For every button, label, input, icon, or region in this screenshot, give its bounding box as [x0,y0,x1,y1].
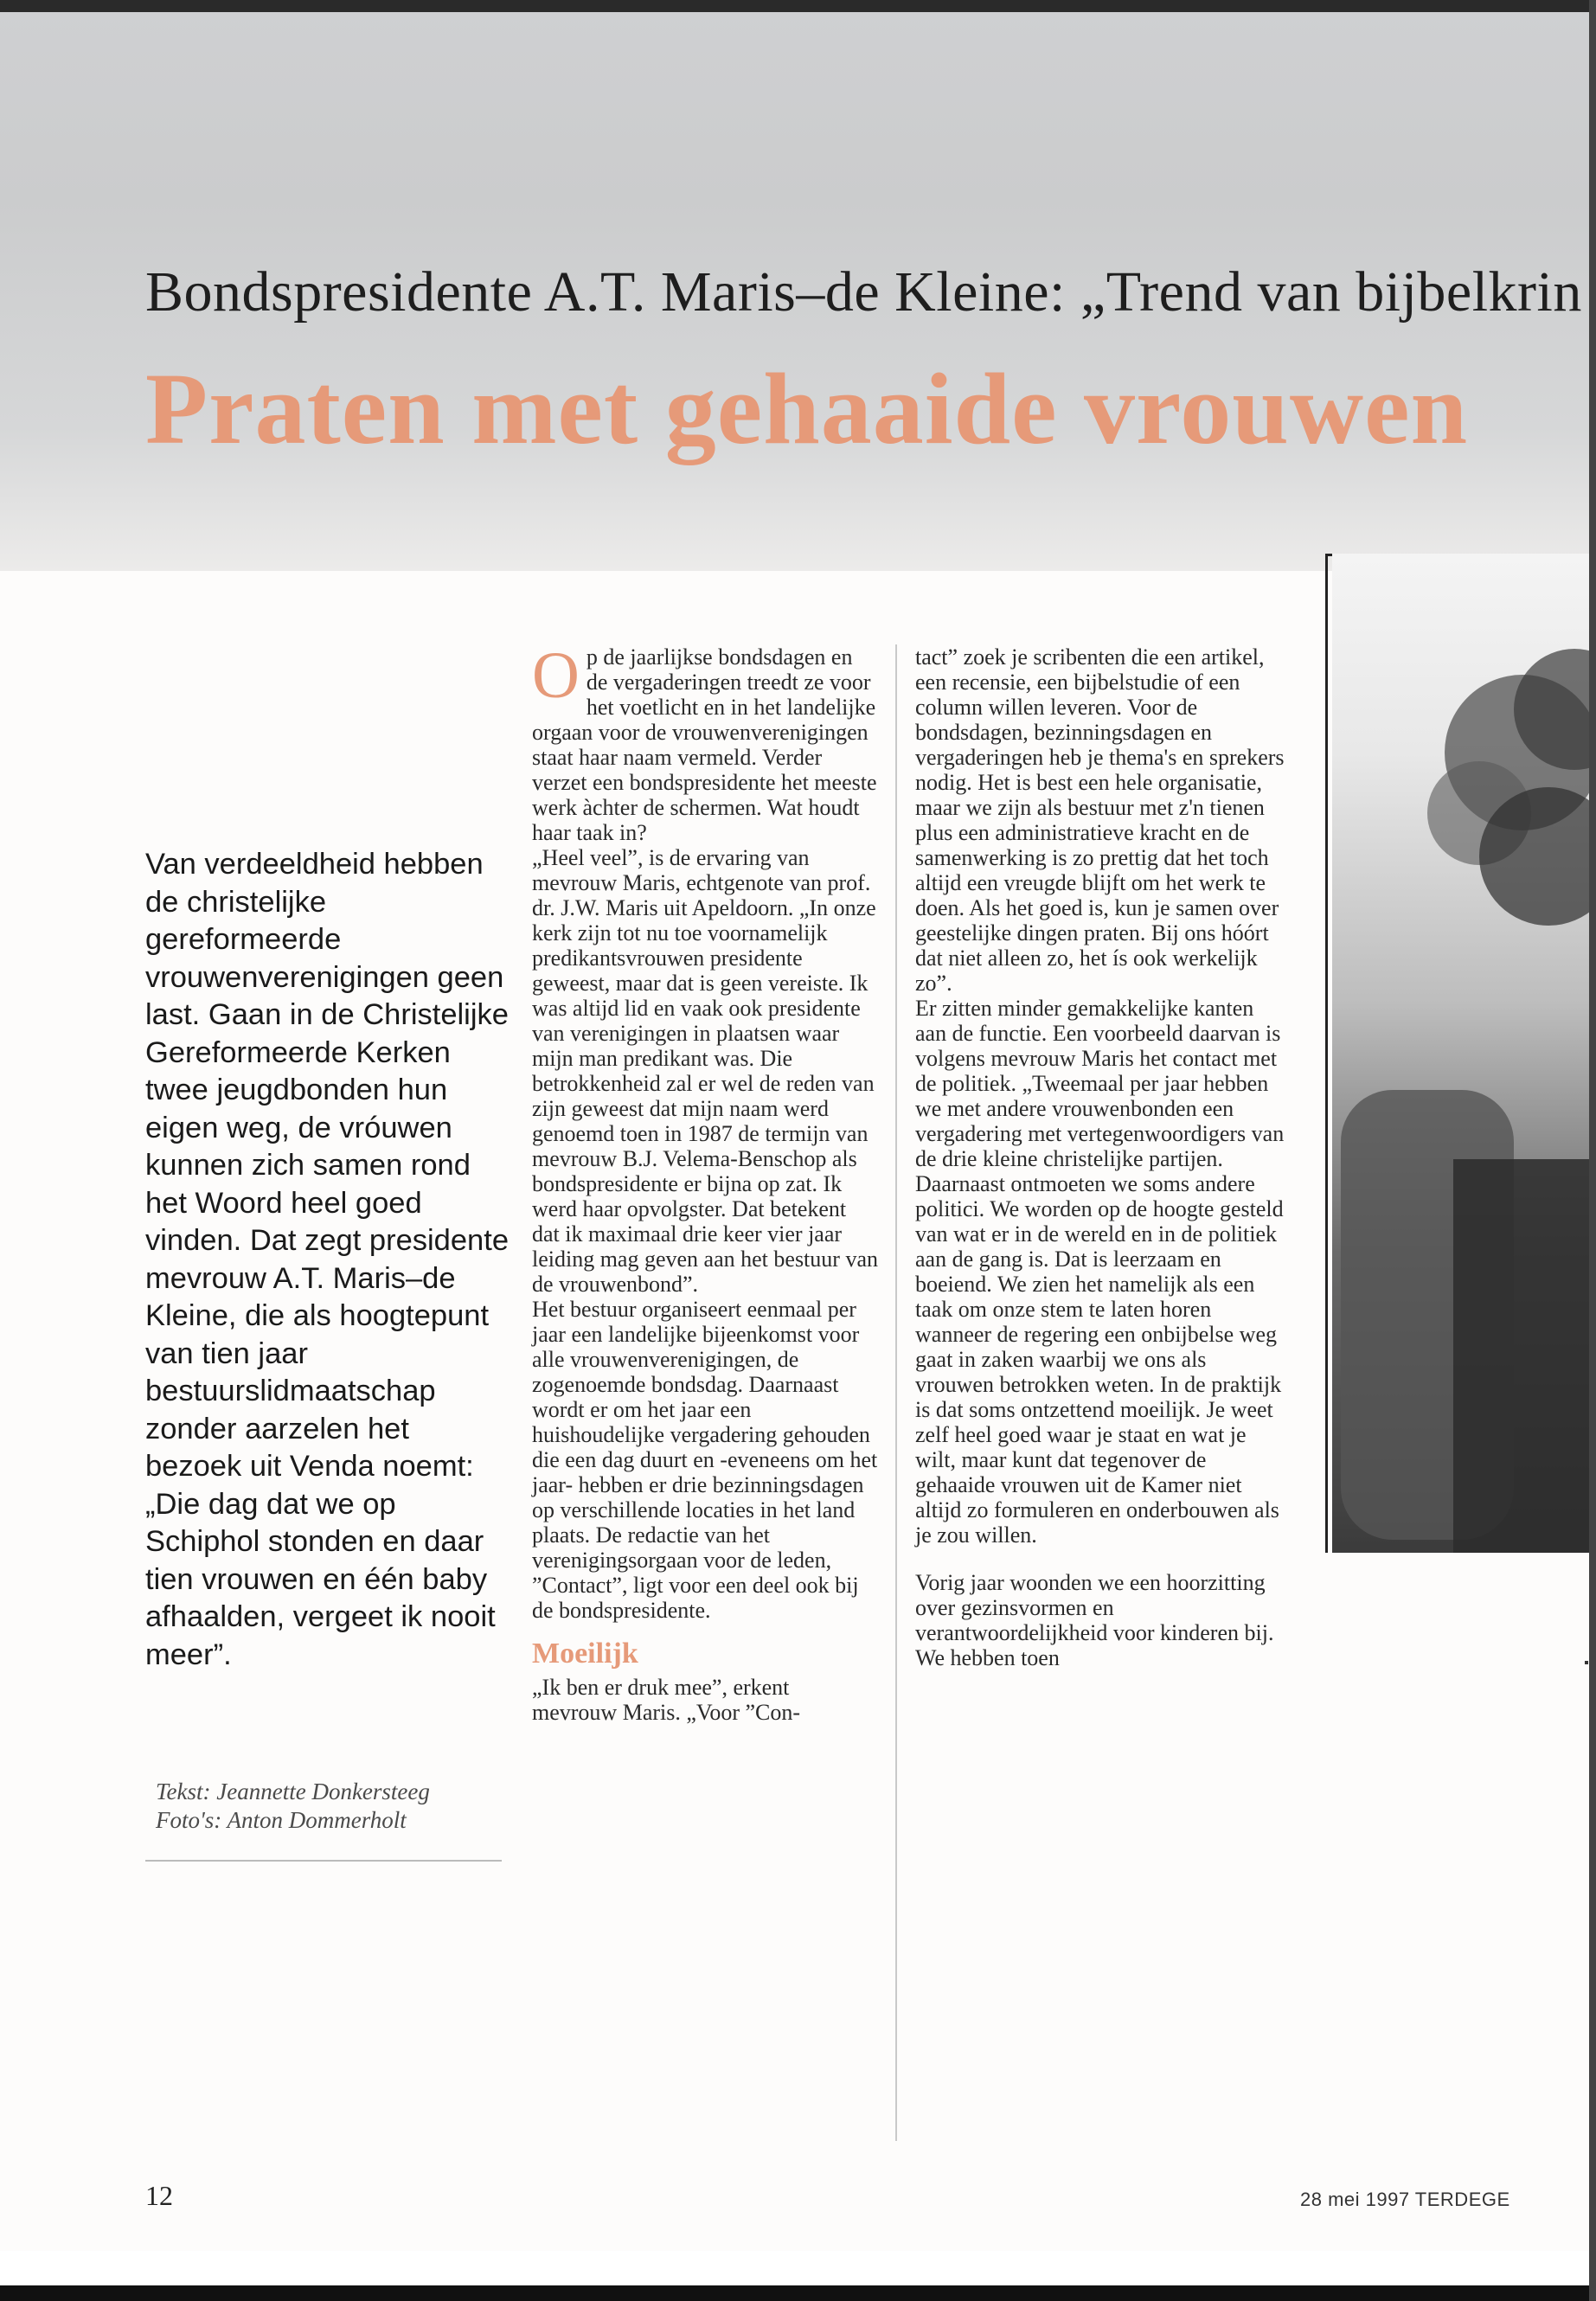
photo-foliage-illustration [1332,554,1596,1553]
scan-edge-bottom [0,2285,1596,2301]
article-kicker: Bondspresidente A.T. Maris–de Kleine: „Trend van bijbelkrin [145,260,1582,324]
body-column-1 [532,639,878,1725]
paragraph: Er zitten minder gemakkelijke kanten aan de functie. Een voorbeeld daarvan is volgens mevrouw Maris het contact met de politiek. „Tweemaal per jaar hebben we met andere vrouwenbonden een vergadering met vertegenwoordigers van de drie kleine christelijke partijen. Daarnaast ontmoeten we soms andere politici. We worden op de hoogte gesteld van wat er in de wereld en in de politiek aan de gang is. Dat is leerzaam en boeiend. We zien het namelijk als een taak om onze stem te laten horen wanneer de regering een onbijbelse weg gaat in zaken waarbij we ons als vrouwen betrokken weten. In de praktijk is dat soms ontzettend moeilijk. Je weet zelf heel goed waar je staat en wat je wilt, maar kunt dat tegenover de gehaaide vrouwen uit de Kamer niet altijd zo formuleren en onderbouwen als je zou willen. [915,996,1285,1548]
article-photo [1332,554,1596,1553]
credit-text: Tekst: Jeannette Donkersteeg [156,1779,430,1804]
credits-divider [145,1860,502,1862]
scan-dot [1585,1661,1588,1664]
scan-margin-bottom [0,2251,1596,2285]
paragraph: Vorig jaar woonden we een hoorzitting over gezinsvormen en verantwoordelijkheid voor kinderen bij. We hebben toen [915,1570,1274,1670]
body-column-2 [915,644,1287,1670]
article-intro: Van verdeeldheid hebben de christelijke gereformeerde vrouwenverenigingen geen last. Gaan in de Christelijke Gereformeerde Kerken twee jeugdbonden hun eigen weg, de vróuwen kunnen zich samen rond het Woord heel goed vinden. Dat zegt presidente mevrouw A.T. Maris–de Kleine, die als hoogtepunt van tien jaar bestuurslidmaatschap zonder aarzelen het bezoek uit Venda noemt: „Die dag dat we op Schiphol stonden en daar tien vrouwen en één baby afhaalden, vergeet ik nooit meer”. [145,848,510,1671]
scan-edge-right [1589,0,1596,2301]
paragraph: p de jaarlijkse bondsdagen en de vergaderingen treedt ze voor het voetlicht en in het landelijke orgaan voor de vrouwenverenigingen staat haar naam vermeld. Verder verzet een bondspresidente het meeste werk àchter de schermen. Wat houdt haar taak in? [532,644,877,845]
page-number: 12 [145,2180,173,2211]
paragraph-gap [915,1548,1287,1570]
paragraph: „Heel veel”, is de ervaring van mevrouw Maris, echtgenote van prof. dr. J.W. Maris uit Apeldoorn. „In onze kerk zijn tot nu toe voornamelijk predikantsvrouwen presidente geweest, maar dat is geen vereiste. Ik was altijd lid en vaak ook presidente van verenigingen in plaatsen waar mijn man predikant was. Die betrokkenheid zal er wel de reden van zijn geweest dat mijn naam werd genoemd toen in 1987 de termijn van mevrouw B.J. Velema-Benschop als bondspresidente er bijna op zat. Ik werd haar opvolgster. Dat betekent dat ik maximaal drie keer vier jaar leiding mag geven aan het bestuur van de vrouwenbond”. [532,845,878,1297]
scan-edge-top [0,0,1596,12]
paragraph: „Ik ben er druk mee”, erkent mevrouw Maris. „Voor ”Con- [532,1675,801,1725]
photo-border-left [1325,554,1328,1553]
article-credits [156,1778,502,1835]
section-subhead: Moeilijk [532,1638,638,1670]
drop-cap: O [532,639,580,712]
paragraph: tact” zoek je scribenten die een artikel, een recensie, een bijbelstudie of een column willen leveren. Voor de bondsdagen, bezinningsdagen en vergaderingen heb je thema's en sprekers nodig. Het is best een hele organisatie, maar we zijn als bestuur met z'n tienen plus een administratieve kracht en de samenwerking is zo prettig dat het toch altijd een vreugde blijft om het werk te doen. Als het goed is, kun je samen over geestelijke dingen praten. Bij ons hóórt dat niet alleen zo, het ís ook werkelijk zo”. [915,644,1285,996]
credit-photo: Foto's: Anton Dommerholt [156,1807,407,1833]
article-headline: Praten met gehaaide vrouwen [145,352,1469,465]
paragraph: Het bestuur organiseert eenmaal per jaar een landelijke bijeenkomst voor alle vrouwenverenigingen, de zogenoemde bondsdag. Daarnaast wordt er om het jaar een huishoudelijke vergadering gehouden die een dag duurt en -eveneens om het jaar- hebben er drie bezinningsdagen op verschillende locaties in het land plaats. De redactie van het verenigingsorgaan voor de leden, ”Contact”, ligt voor een deel ook bij de bondspresidente. [532,1297,878,1623]
issue-line: 28 mei 1997 TERDEGE [1300,2189,1510,2210]
column-divider [895,644,897,2141]
